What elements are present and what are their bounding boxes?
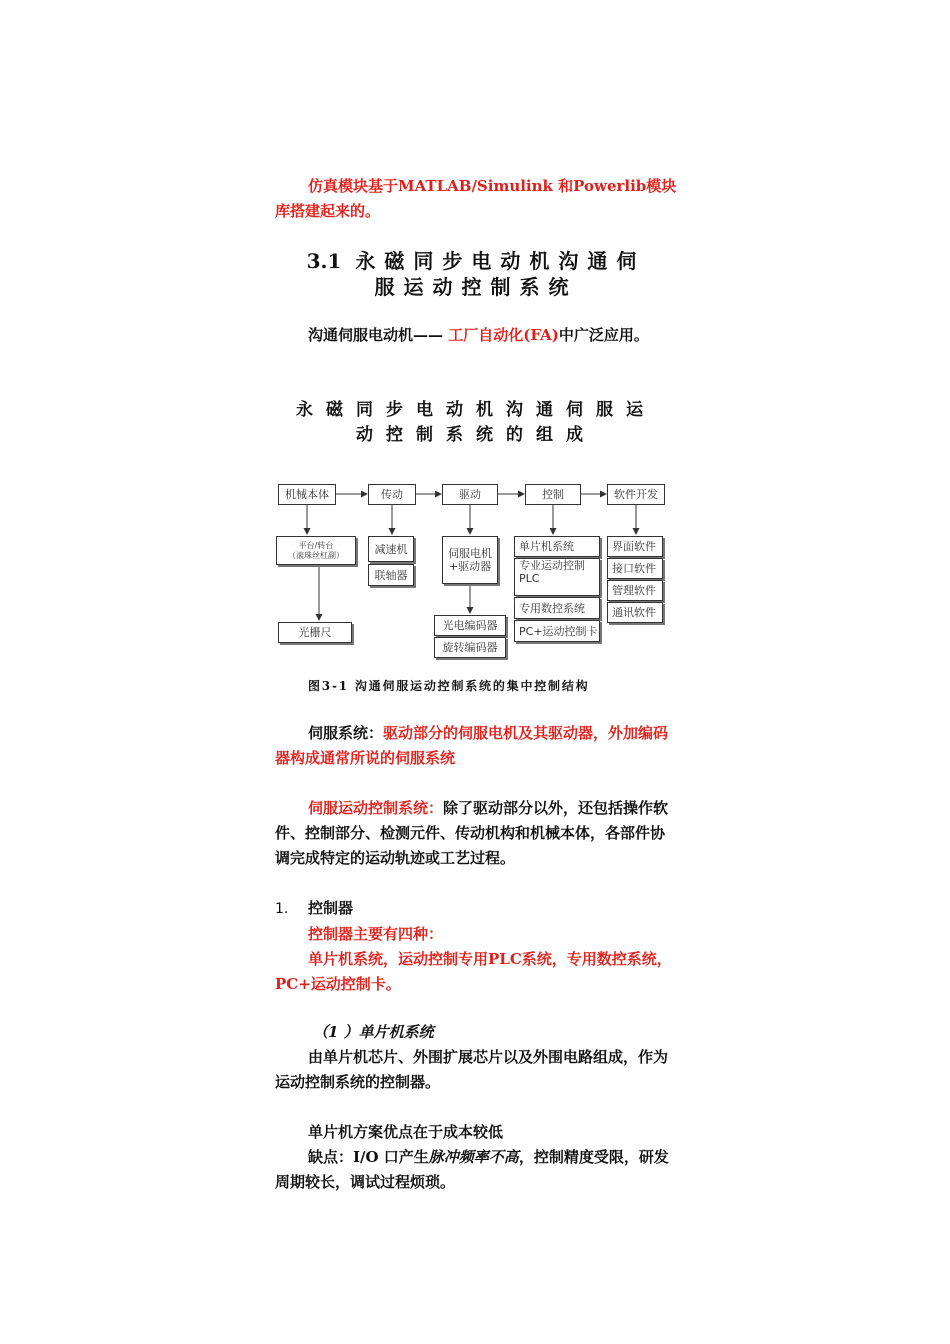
controller-types-heading: 控制器主要有四种：: [308, 925, 444, 943]
servo-motion-paragraph: [275, 796, 677, 871]
box-mcu-system: 单片机系统: [514, 536, 600, 557]
box-rotary-encoder: 旋转编码器: [434, 637, 506, 658]
application-prefix: 沟通伺服电动机——: [308, 326, 444, 344]
application-suffix: 中广泛应用。: [558, 326, 649, 344]
mcu-disadv-rest: ，控制精度受限，研发周期较长，调试过程烦琐。: [275, 1148, 669, 1191]
box-control: 控制: [525, 484, 581, 505]
servo-system-label: 伺服系统：: [308, 724, 384, 742]
application-paragraph: [275, 323, 677, 348]
box-pc-motion-card: PC+运动控制卡: [514, 620, 600, 642]
intro-paragraph: 仿真模块基于MATLAB/Simulink 和Powerlib模块库搭建起来的。: [275, 177, 677, 220]
mcu-subheading: （1 ）单片机系统: [313, 1023, 434, 1041]
composition-title-line2: 动控制系统的组成: [356, 425, 596, 445]
controller-heading-text: 控制器: [308, 899, 354, 917]
section-number: 3.1: [306, 249, 342, 273]
box-ui-software: 界面软件: [607, 536, 663, 557]
controller-types-list: 单片机系统，运动控制专用PLC系统，专用数控系统，PC+运动控制卡。: [275, 950, 672, 993]
figure-caption: 图3-1 沟通伺服运动控制系统的集中控制结构: [308, 679, 590, 693]
servo-system-paragraph: [275, 721, 677, 771]
structure-diagram: [270, 478, 670, 663]
servo-motor-label: 伺服电机: [448, 547, 492, 560]
box-servo-motor-driver: [442, 536, 498, 584]
section-heading: [275, 248, 677, 274]
box-platform: [276, 536, 356, 565]
mcu-disadv-italic: 脉冲频率不高: [428, 1148, 519, 1166]
mcu-disadvantage: [275, 1145, 677, 1195]
box-management-software: 管理软件: [607, 580, 663, 601]
section-title-line1: 永磁同步电动机沟通伺: [355, 249, 646, 273]
composition-title-line1: 永磁同步电动机沟通伺服运: [296, 400, 656, 420]
mcu-description: 由单片机芯片、外围扩展芯片以及外围电路组成，作为运动控制系统的控制器。: [275, 1048, 669, 1091]
driver-label: +驱动器: [448, 560, 492, 573]
box-grating-scale: 光栅尺: [278, 622, 352, 643]
servo-system-definition: 驱动部分的伺服电机及其驱动器，外加编码器构成通常所说的伺服系统: [275, 724, 669, 767]
box-cnc-system: 专用数控系统: [514, 597, 600, 619]
platform-label: 平台/转台: [298, 540, 334, 550]
servo-motion-definition: 除了驱动部分以外，还包括操作软件、控制部分、检测元件、传动机构和机械本体，各部件协调完成特定的运动轨迹或工艺过程。: [275, 799, 669, 867]
box-interface-software: 接口软件: [607, 558, 663, 579]
box-transmission: 传动: [368, 484, 416, 505]
controller-heading: [275, 896, 677, 922]
box-communication-software: 通讯软件: [607, 602, 663, 623]
mcu-disadv-label: 缺点：I/O 口产生: [308, 1148, 429, 1166]
motion-control-label: 专业运动控制: [519, 559, 585, 572]
box-reducer: 减速机: [368, 536, 414, 562]
application-highlight: 工厂自动化(FA): [448, 326, 559, 344]
box-photoelectric-encoder: 光电编码器: [434, 615, 506, 636]
servo-motion-label: 伺服运动控制系统：: [308, 799, 444, 817]
section-title-line2: 服运动控制系统: [374, 275, 578, 299]
box-drive: 驱动: [442, 484, 498, 505]
plc-label: PLC: [519, 572, 540, 585]
box-coupling: 联轴器: [368, 564, 414, 586]
controller-number: 1.: [275, 901, 289, 917]
box-mechanical-body: 机械本体: [278, 484, 336, 505]
box-motion-plc: [514, 558, 600, 596]
ballscrew-label: （滚珠丝杠副）: [288, 550, 344, 560]
box-software: 软件开发: [607, 484, 665, 505]
mcu-advantage: 单片机方案优点在于成本较低: [308, 1123, 504, 1141]
